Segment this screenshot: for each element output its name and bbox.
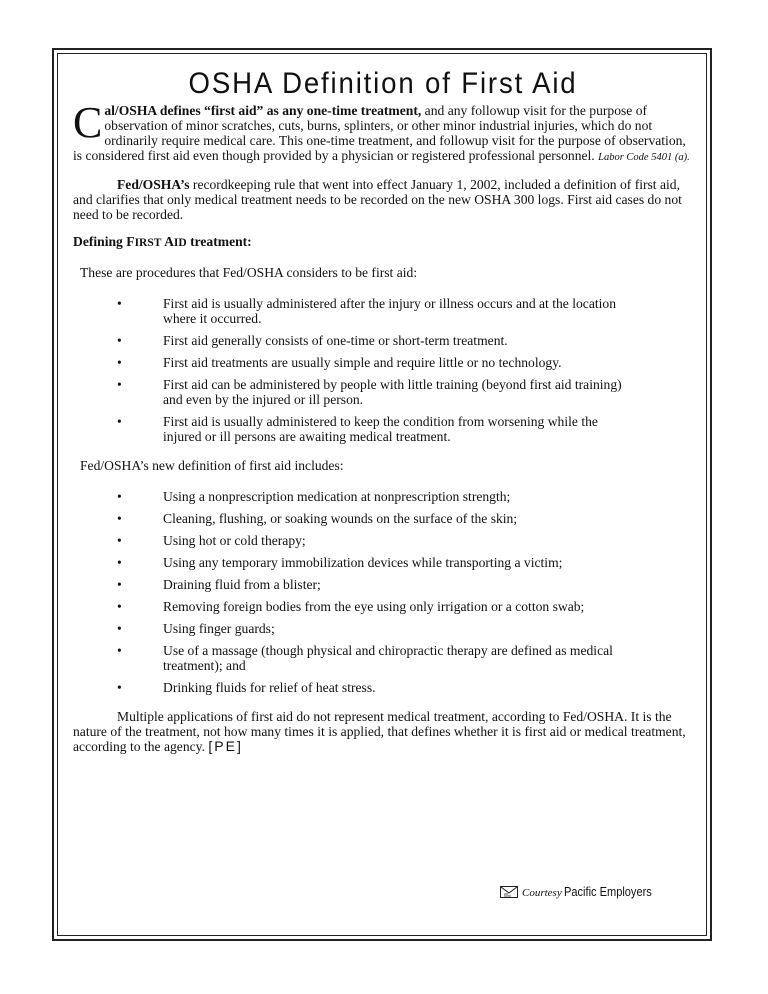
pe-tag: [PE]: [208, 738, 243, 754]
document-body: [73, 67, 693, 754]
heading-part: treatment:: [186, 234, 252, 249]
list-item: [73, 621, 693, 636]
heading-part: IRST: [134, 237, 162, 249]
courtesy-label: Courtesy: [522, 887, 562, 899]
list-item-text: Using any temporary immobilization devices while transporting a victim;: [163, 555, 563, 570]
list-item: [73, 414, 693, 444]
bullet: •: [117, 533, 122, 548]
bullet: •: [117, 511, 122, 526]
list-item: [73, 377, 693, 407]
bullet: •: [117, 621, 122, 636]
bullet: •: [117, 333, 122, 348]
intro-paragraph: [73, 98, 693, 165]
list-item: [73, 333, 693, 348]
list-item: [73, 643, 693, 673]
list-item-text: Using finger guards;: [163, 621, 275, 636]
fed-bold-lead: Fed/OSHA’s: [117, 177, 190, 192]
list-item-text: Using a nonprescription medication at nonprescription strength;: [163, 489, 511, 504]
envelope-icon: [500, 886, 518, 901]
bullet: •: [117, 355, 122, 370]
list-item-text: Cleaning, flushing, or soaking wounds on the surface of the skin;: [163, 511, 518, 526]
procedures-list: [73, 296, 693, 444]
list-item-text: First aid is usually administered after the injury or illness occurs and at the location where it occurred.: [163, 296, 617, 326]
bullet: •: [117, 555, 122, 570]
defining-heading: [73, 234, 693, 251]
list-item-text: First aid can be administered by people with little training (beyond first aid training) and even by the injured or ill person.: [163, 377, 622, 407]
heading-part: ID: [173, 237, 187, 249]
courtesy-organization: Pacific Employers: [564, 884, 653, 899]
bullet: •: [117, 643, 122, 658]
heading-part: Defining F: [73, 234, 135, 249]
list-item: [73, 533, 693, 548]
procedures-lead: These are procedures that Fed/OSHA considers to be first aid:: [80, 265, 418, 280]
closing-paragraph: [73, 709, 693, 754]
closing-text: Multiple applications of first aid do not represent medical treatment, according to Fed/OSHA. It is the nature of the treatment, not how many times it is applied, that defines whether it is first aid or medical treatment, according to the agency.: [73, 709, 686, 754]
drop-cap: C: [73, 98, 103, 147]
list-item: [73, 680, 693, 695]
list-item-text: Use of a massage (though physical and chiropractic therapy are defined as medical treatment); and: [163, 643, 613, 673]
courtesy-credit: [500, 884, 668, 901]
list-item-text: First aid is usually administered to keep the condition from worsening while the injured or ill persons are awaiting medical treatment.: [163, 414, 598, 444]
bullet: •: [117, 680, 122, 695]
labor-code-citation: Labor Code 5401 (a).: [598, 152, 690, 163]
list-item: [73, 555, 693, 570]
includes-list: [73, 489, 693, 695]
bullet: •: [117, 599, 122, 614]
bullet: •: [117, 296, 122, 311]
list-item: [73, 489, 693, 504]
bullet: •: [117, 577, 122, 592]
fed-text: recordkeeping rule that went into effect January 1, 2002, included a definition of first aid, and clarifies that only medical treatment needs to be recorded on the new OSHA 300 logs. First aid cases do not need to be recorded.: [73, 177, 682, 222]
bullet: •: [117, 489, 122, 504]
list-item: [73, 296, 693, 326]
heading-part: A: [161, 234, 174, 249]
intro-bold-lead: al/OSHA defines “first aid” as any one-time treatment,: [104, 103, 422, 118]
list-item-text: First aid generally consists of one-time or short-term treatment.: [163, 333, 508, 348]
list-item: [73, 577, 693, 592]
list-item: [73, 355, 693, 370]
bullet: •: [117, 414, 122, 429]
list-item: [73, 511, 693, 526]
intro-text: and any followup visit for the purpose of observation of minor scratches, cuts, burns, splinters, or other minor industrial injuries, which do not ordinarily require medical care. This one-time treatment, and followup visit for the purpose of observation, is considered first aid even though provided by a physician or registered professional personnel.: [73, 103, 686, 163]
list-item-text: Removing foreign bodies from the eye using only irrigation or a cotton swab;: [163, 599, 585, 614]
includes-lead: Fed/OSHA’s new definition of first aid includes:: [80, 458, 344, 473]
list-item-text: Draining fluid from a blister;: [163, 577, 321, 592]
list-item-text: First aid treatments are usually simple and require little or no technology.: [163, 355, 562, 370]
list-item: [73, 599, 693, 614]
page-title: OSHA Definition of First Aid: [188, 67, 578, 100]
fed-osha-paragraph: [73, 177, 693, 222]
list-item-text: Using hot or cold therapy;: [163, 533, 306, 548]
bullet: •: [117, 377, 122, 392]
list-item-text: Drinking fluids for relief of heat stress.: [163, 680, 376, 695]
